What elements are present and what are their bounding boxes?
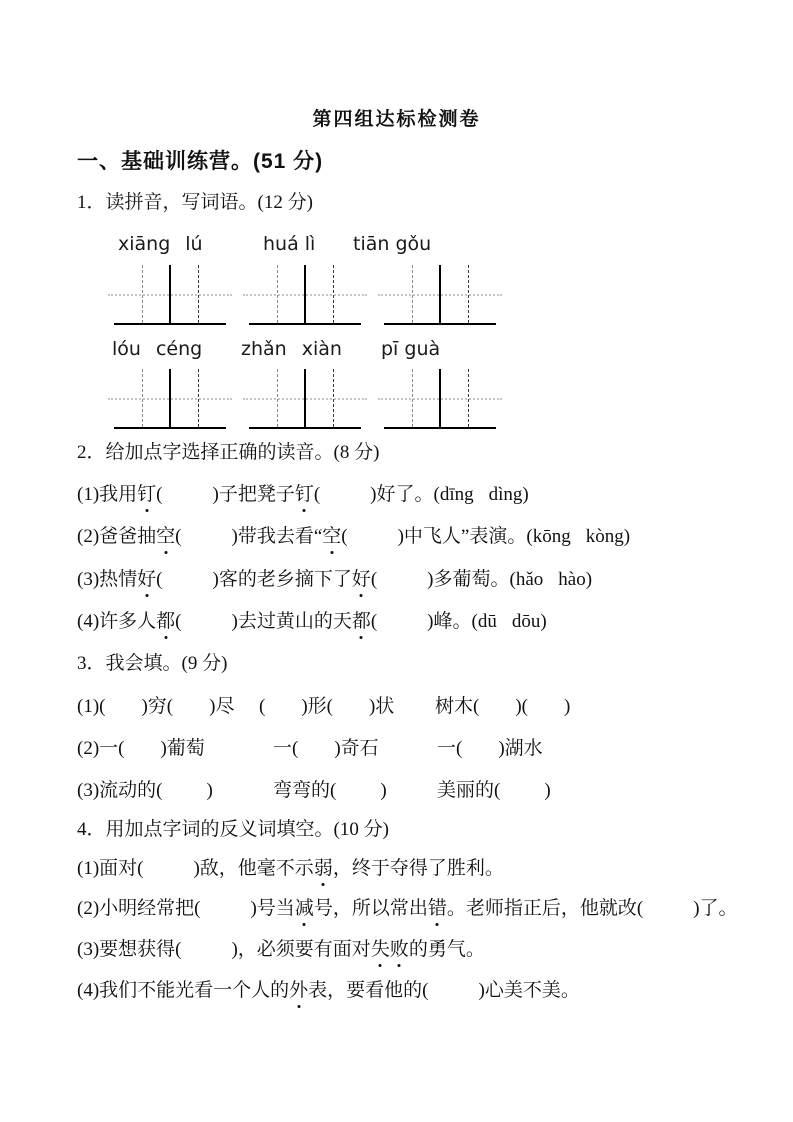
- q3-label: 3．我会填。(9 分): [77, 653, 228, 674]
- writing-grid: [249, 265, 361, 325]
- emphasized-char: 钉: [295, 482, 314, 508]
- q3-item-2-col2: 一( )奇石: [273, 738, 379, 759]
- fill-blank-gap: [528, 710, 564, 712]
- grid-center-line: [304, 369, 306, 427]
- grid-dashed-line: [333, 265, 334, 323]
- fill-blank-gap: [543, 583, 558, 585]
- fill-blank-gap: [163, 498, 213, 500]
- fill-blank-gap: [298, 752, 334, 754]
- grid-dashed-line: [277, 265, 278, 323]
- q4-item-4: (4)我们不能光看一个人的外表，要看他的( )心美不美。: [77, 978, 580, 1004]
- fill-blank-gap: [163, 583, 213, 585]
- fill-blank-gap: [500, 794, 544, 796]
- emphasized-char: 空: [322, 524, 341, 550]
- fill-blank-gap: [497, 625, 512, 627]
- emphasized-char: 错: [428, 896, 447, 922]
- q2-item-3: (3)热情好( )客的老乡摘下了好( )多葡萄。(hǎo hào): [77, 567, 592, 593]
- fill-blank-gap: [105, 710, 141, 712]
- grid-dashed-line: [412, 369, 413, 427]
- fill-blank-gap: [320, 498, 370, 500]
- fill-blank-gap: [200, 912, 250, 914]
- fill-blank-gap: [143, 872, 193, 874]
- fill-blank-gap: [162, 794, 206, 796]
- fill-blank-gap: [643, 912, 693, 914]
- section1-heading: 一、基础训练营。(51 分): [77, 150, 324, 173]
- fill-blank-gap: [141, 353, 156, 355]
- grid-dashed-line: [333, 369, 334, 427]
- fill-blank-gap: [181, 953, 231, 955]
- q3-item-1-col2: ( )形( )状: [259, 696, 395, 717]
- grid-center-line: [169, 265, 171, 323]
- grid-center-line: [439, 369, 441, 427]
- fill-blank-gap: [462, 752, 498, 754]
- q4-item-2: (2)小明经常把( )号当减号，所以常出错。老师指正后，他就改( )了。: [77, 896, 738, 922]
- emphasized-char: 弱: [314, 856, 333, 882]
- emphasized-char: 好: [137, 567, 156, 593]
- fill-blank-gap: [182, 625, 232, 627]
- q3-item-3-col3: 美丽的( ): [437, 780, 551, 801]
- fill-blank-gap: [474, 498, 489, 500]
- grid-dashed-line: [277, 369, 278, 427]
- fill-blank-gap: [170, 248, 185, 250]
- paper-title: 第四组达标检测卷: [312, 109, 481, 130]
- grid-center-line: [304, 265, 306, 323]
- grid-dashed-line: [142, 265, 143, 323]
- emphasized-char: 减: [295, 896, 314, 922]
- grid-dashed-line: [412, 265, 413, 323]
- emphasized-char: 都: [352, 609, 371, 635]
- fill-blank-gap: [348, 540, 398, 542]
- emphasized-char: 好: [352, 567, 371, 593]
- q4-label: 4．用加点字词的反义词填空。(10 分): [77, 819, 389, 840]
- fill-blank-gap: [173, 710, 209, 712]
- emphasized-char: 空: [156, 524, 175, 550]
- fill-blank-gap: [479, 710, 515, 712]
- grid-dashed-line: [198, 265, 199, 323]
- emphasized-char: 都: [156, 609, 175, 635]
- emphasized-char: 钉: [137, 482, 156, 508]
- q3-item-2-col1: (2)一( )葡萄: [77, 738, 205, 759]
- pinyin-label: zhǎn xiàn: [241, 338, 342, 360]
- pinyin-label: lóu céng: [112, 338, 203, 360]
- q3-item-3-col2: 弯弯的( ): [273, 780, 387, 801]
- q2-item-2: (2)爸爸抽空( )带我去看“空( )中飞人”表演。(kōng kòng): [77, 524, 630, 550]
- grid-center-line: [439, 265, 441, 323]
- pinyin-label: tiān gǒu: [353, 233, 432, 255]
- emphasized-char: 外: [289, 978, 308, 1004]
- q3-item-1-col1: (1)( )穷( )尽: [77, 696, 235, 717]
- grid-dashed-line: [142, 369, 143, 427]
- fill-blank-gap: [377, 625, 427, 627]
- fill-blank-gap: [182, 540, 232, 542]
- writing-grid: [114, 265, 226, 325]
- q1-label: 1．读拼音，写词语。(12 分): [77, 192, 313, 213]
- pinyin-label: xiāng lú: [118, 233, 203, 255]
- grid-dashed-line: [468, 265, 469, 323]
- emphasized-char: 失: [371, 937, 390, 963]
- fill-blank-gap: [287, 353, 302, 355]
- fill-blank-gap: [571, 540, 586, 542]
- pinyin-label: pī guà: [381, 338, 441, 360]
- writing-grid: [384, 369, 496, 429]
- q3-item-1-col3: 树木( )( ): [435, 696, 571, 717]
- q3-item-2-col3: 一( )湖水: [437, 738, 543, 759]
- fill-blank-gap: [333, 710, 369, 712]
- q2-item-1: (1)我用钉( )子把凳子钉( )好了。(dīng dìng): [77, 482, 529, 508]
- writing-grid: [114, 369, 226, 429]
- q2-label: 2．给加点字选择正确的读音。(8 分): [77, 442, 380, 463]
- fill-blank-gap: [377, 583, 427, 585]
- q3-item-3-col1: (3)流动的( ): [77, 780, 213, 801]
- q2-item-4: (4)许多人都( )去过黄山的天都( )峰。(dū dōu): [77, 609, 547, 635]
- writing-grid: [384, 265, 496, 325]
- grid-dashed-line: [198, 369, 199, 427]
- fill-blank-gap: [265, 710, 301, 712]
- writing-grid: [249, 369, 361, 429]
- grid-dashed-line: [468, 369, 469, 427]
- fill-blank-gap: [124, 752, 160, 754]
- fill-blank-gap: [336, 794, 380, 796]
- q4-item-3: (3)要想获得( )，必须要有面对失败的勇气。: [77, 937, 485, 963]
- grid-center-line: [169, 369, 171, 427]
- emphasized-char: 败: [390, 937, 409, 963]
- fill-blank-gap: [429, 994, 479, 996]
- pinyin-label: huá lì: [263, 233, 316, 255]
- q4-item-1: (1)面对( )敌，他毫不示弱，终于夺得了胜利。: [77, 856, 504, 882]
